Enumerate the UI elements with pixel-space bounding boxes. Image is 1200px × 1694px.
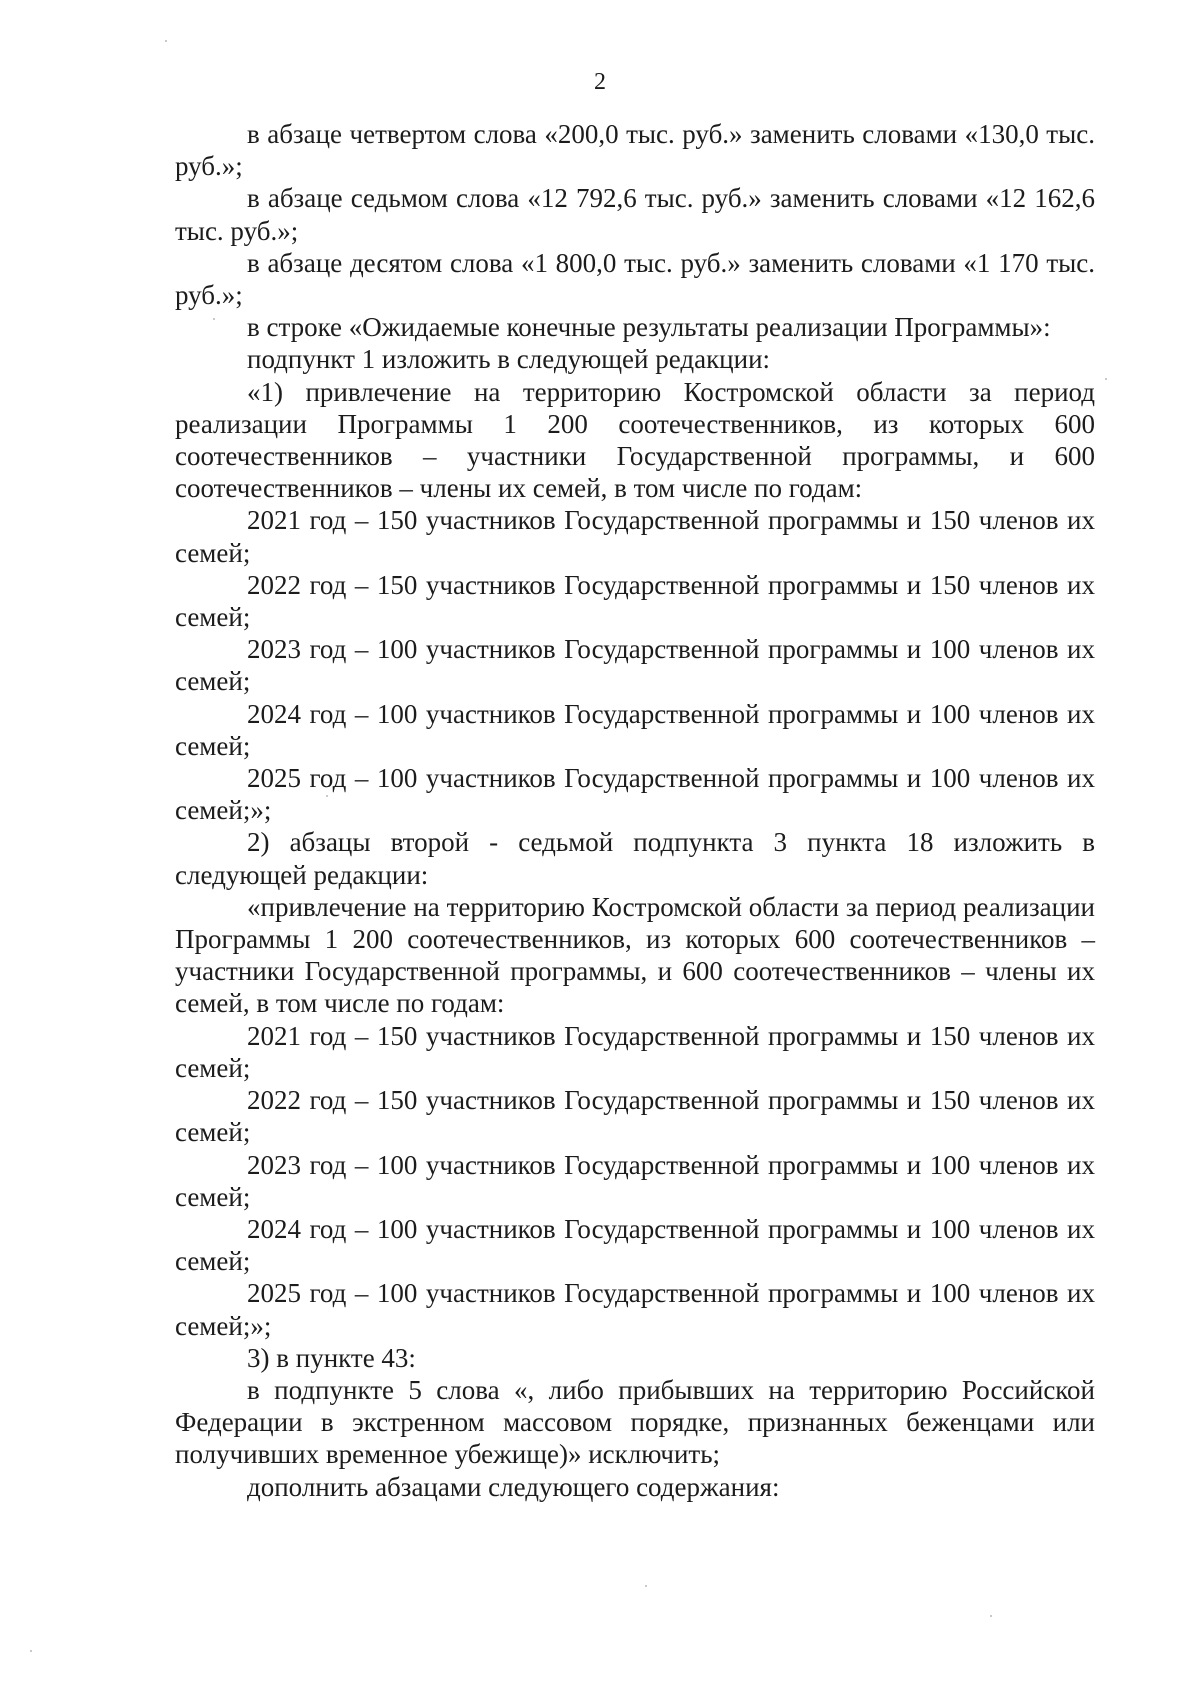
paragraph-16: 2023 год – 100 участников Государственной программы и 100 членов их семей; <box>175 1149 1095 1212</box>
paragraph-17: 2024 год – 100 участников Государственной программы и 100 членов их семей; <box>175 1213 1095 1277</box>
paragraph-5: подпункт 1 изложить в следующей редакции: <box>247 344 771 375</box>
paragraph-13: «привлечение на территорию Костромской области за период реализации Программы 1 200 соотечественников, из которых 600 соотечественников – участники Государственной программы, и 600 соотечественников – члены их семей, в том числе по годам: <box>175 891 1095 1019</box>
scan-speck <box>326 795 328 797</box>
document-body <box>175 118 1095 1503</box>
scan-speck <box>645 1585 647 1587</box>
paragraph-20: в подпункте 5 слова «, либо прибывших на территорию Российской Федерации в экстренном массовом порядке, признанных беженцами или получивших временное убежище)» исключить; <box>175 1374 1095 1470</box>
paragraph-7: 2021 год – 150 участников Государственной программы и 150 членов их семей; <box>175 505 1095 568</box>
page-number: 2 <box>594 69 606 95</box>
paragraph-9: 2023 год – 100 участников Государственной программы и 100 членов их семей; <box>175 634 1095 697</box>
paragraph-2: в абзаце седьмом слова «12 792,6 тыс. руб.» заменить словами «12 162,6 тыс. руб.»; <box>175 183 1095 246</box>
paragraph-14: 2021 год – 150 участников Государственной программы и 150 членов их семей; <box>175 1020 1095 1083</box>
paragraph-6: «1) привлечение на территорию Костромской области за период реализации Программы 1 200 соотечественников, из которых 600 соотечественников – участники Государственной программы, и 600 соотечественников – члены их семей, в том числе по годам: <box>175 376 1095 504</box>
scan-speck <box>30 1650 32 1652</box>
scan-speck <box>165 40 167 42</box>
paragraph-3: в абзаце десятом слова «1 800,0 тыс. руб.» заменить словами «1 170 тыс. руб.»; <box>175 247 1095 311</box>
paragraph-1: в абзаце четвертом слова «200,0 тыс. руб.» заменить словами «130,0 тыс. руб.»; <box>175 119 1095 182</box>
paragraph-11: 2025 год – 100 участников Государственной программы и 100 членов их семей;»; <box>175 763 1095 826</box>
scan-speck <box>990 1615 992 1617</box>
paragraph-21: дополнить абзацами следующего содержания: <box>247 1471 780 1502</box>
paragraph-10: 2024 год – 100 участников Государственной программы и 100 членов их семей; <box>175 698 1095 761</box>
paragraph-8: 2022 год – 150 участников Государственной программы и 150 членов их семей; <box>175 569 1095 633</box>
paragraph-18: 2025 год – 100 участников Государственной программы и 100 членов их семей;»; <box>175 1278 1095 1341</box>
paragraph-19: 3) в пункте 43: <box>247 1342 416 1373</box>
paragraph-15: 2022 год – 150 участников Государственной программы и 150 членов их семей; <box>175 1085 1095 1148</box>
scan-speck <box>1105 378 1107 380</box>
scan-speck <box>213 318 215 320</box>
paragraph-4: в строке «Ожидаемые конечные результаты реализации Программы»: <box>247 312 1051 343</box>
paragraph-12: 2) абзацы второй - седьмой подпункта 3 пункта 18 изложить в следующей редакции: <box>175 827 1095 890</box>
